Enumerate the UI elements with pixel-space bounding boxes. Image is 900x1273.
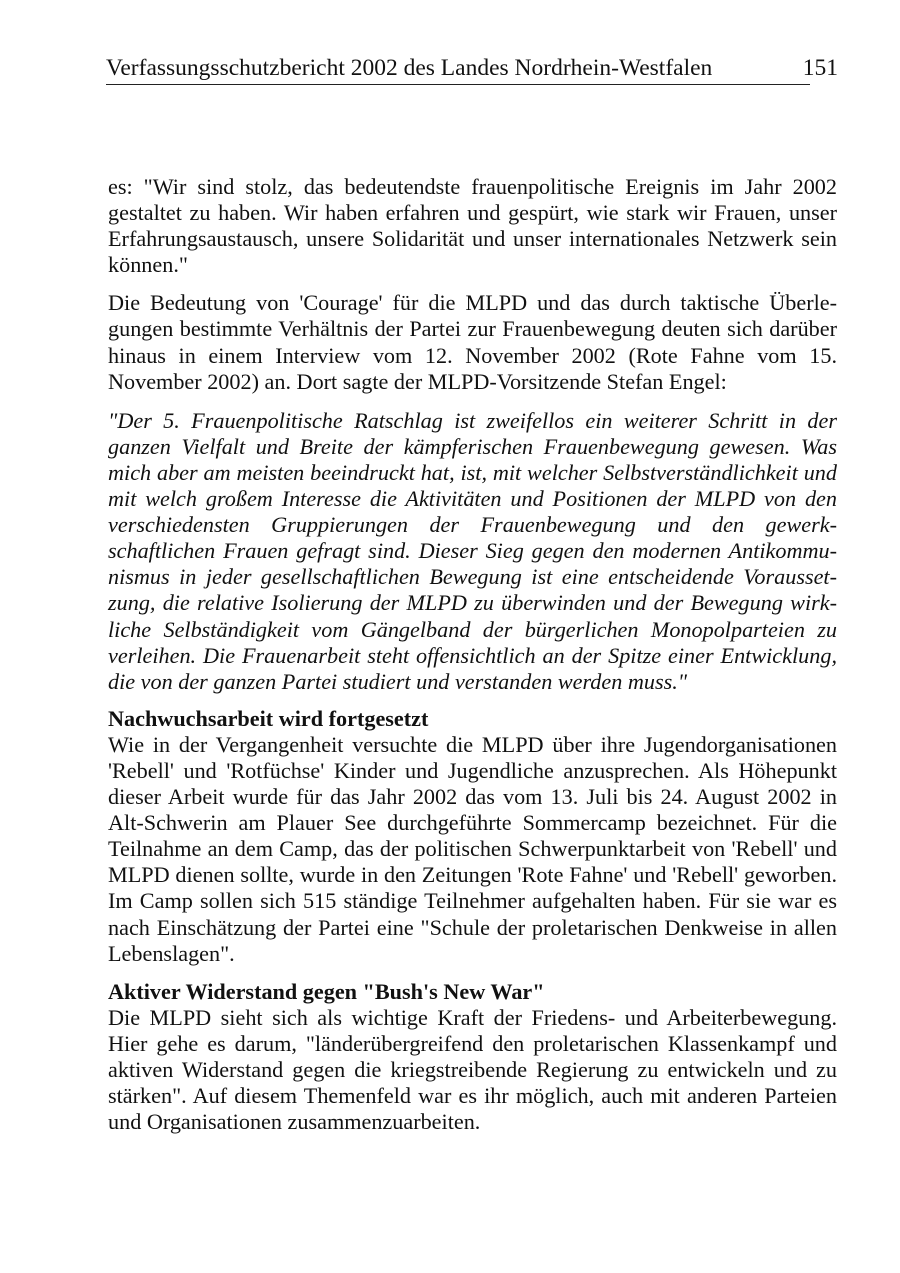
paragraph-widerstand: Die MLPD sieht sich als wichtige Kraft der Friedens- und Arbeiterbewegung. Hier gehe es darum, "länderübergreifend den proletarischen Klassenkampf und aktiven Widerstand gegen die kriegstreibende Regierung zu entwickeln und zu stärken". Auf diesem Themenfeld war es ihr möglich, auch mit anderen Parteien und Organisationen zusammenzuarbeiten. bbox=[108, 1004, 837, 1135]
section-heading-nachwuchsarbeit: Nachwuchsarbeit wird fortgesetzt bbox=[108, 705, 429, 731]
header-title: Verfassungsschutzbericht 2002 des Landes Nordrhein-Westfalen bbox=[106, 55, 713, 81]
header-rule bbox=[106, 84, 810, 85]
quote-stefan-engel: "Der 5. Frauenpolitische Ratschlag ist zweifellos ein weiterer Schritt in der ganzen Vielfalt und Breite der kämpferischen Frauenbewegung gewesen. Was mich aber am meisten beeindruckt hat, ist, mit welcher Selbstverständlichkeit und mit welch großem Interesse die Aktivitäten und Positionen der MLPD von den verschiedensten Gruppierungen der Frauenbewegung und den gewerkschaftlichen Frauen gefragt sind. Dieser Sieg gegen den modernen Antikommunismus in jeder gesellschaftlichen Bewegung ist eine entscheidende Voraussetzung, die relative Isolierung der MLPD zu überwinden und der Bewegung wirkliche Selbständigkeit vom Gängelband der bürgerlichen Monopolparteien zu verleihen. Die Frauenarbeit steht offensichtlich an der Spitze einer Entwicklung, die von der ganzen Partei studiert und verstanden werden muss." bbox=[108, 407, 837, 694]
paragraph-nachwuchsarbeit: Wie in der Vergangenheit versuchte die MLPD über ihre Jugendorganisationen 'Rebell' und 'Rotfüchse' Kinder und Jugendliche anzusprechen. Als Höhepunkt dieser Arbeit wurde für das Jahr 2002 das vom 13. Juli bis 24. August 2002 in Alt-Schwerin am Plauer See durchgeführte Sommercamp bezeichnet. Für die Teilnahme an dem Camp, das der politischen Schwerpunktarbeit von 'Rebell' und MLPD dienen sollte, wurde in den Zeitungen 'Rote Fahne' und 'Rebell' geworben. Im Camp sollen sich 515 ständige Teilnehmer aufgehalten haben. Für sie war es nach Einschätzung der Partei eine "Schule der proletarischen Denkweise in allen Lebenslagen". bbox=[108, 731, 837, 966]
document-body bbox=[108, 174, 837, 1135]
paragraph-courage: Die Bedeutung von 'Courage' für die MLPD und das durch taktische Überlegungen bestimmte Verhältnis der Partei zur Frauenbewegung deuten sich darüber hinaus in einem Interview vom 12. November 2002 (Rote Fahne vom 15. November 2002) an. Dort sagte der MLPD-Vorsitzende Stefan Engel: bbox=[108, 290, 837, 394]
section-heading-widerstand: Aktiver Widerstand gegen "Bush's New War" bbox=[108, 978, 545, 1004]
page-number: 151 bbox=[802, 55, 838, 81]
paragraph-quote-continuation: es: "Wir sind stolz, das bedeutendste frauenpolitische Ereignis im Jahr 2002 gestaltet zu haben. Wir haben erfahren und gespürt, wie stark wir Frauen, unser Erfahrungsaustausch, unsere Solidarität und unser internationales Netzwerk sein können." bbox=[108, 174, 837, 278]
running-header bbox=[106, 52, 838, 86]
